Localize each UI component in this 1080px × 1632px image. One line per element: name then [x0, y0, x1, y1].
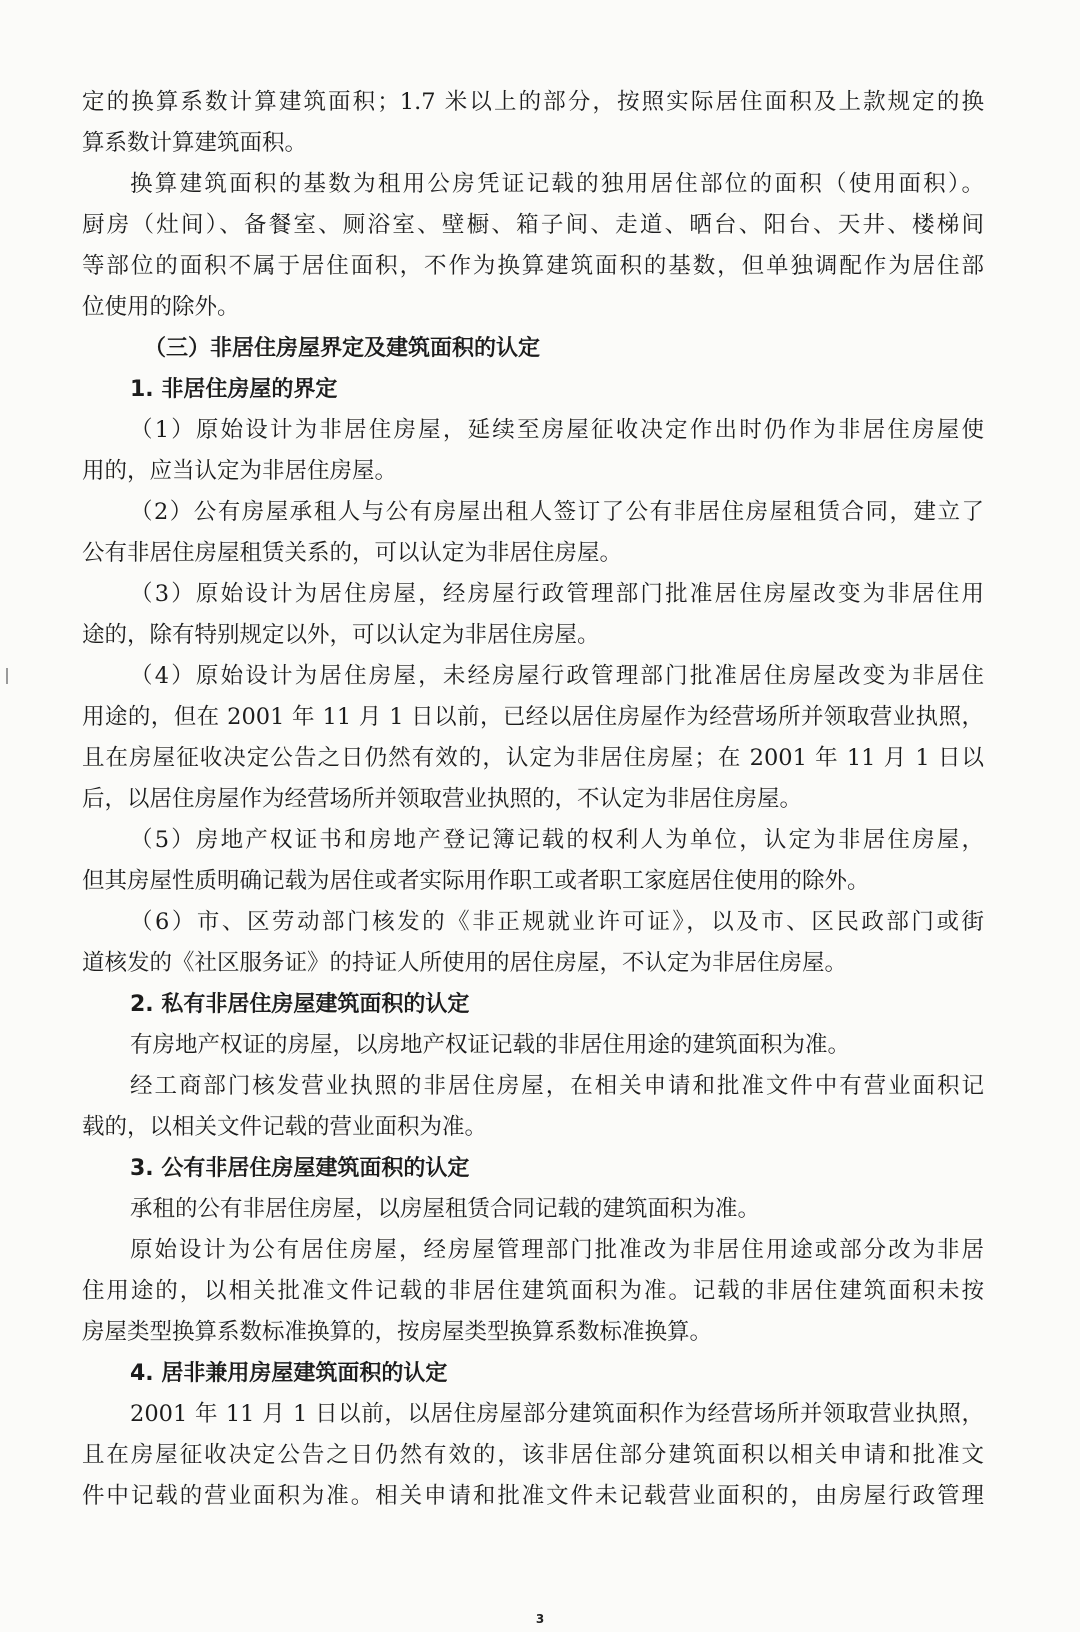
text-line: 算系数计算建筑面积。 [82, 130, 308, 156]
text-line: （5）房地产权证书和房地产登记簿记载的权利人为单位，认定为非居住房屋， [130, 827, 984, 853]
text-line: （1）原始设计为非居住房屋，延续至房屋征收决定作出时仍作为非居住房屋使 [130, 417, 984, 443]
text-block [82, 82, 984, 1517]
text-line: 用途的，但在 2001 年 11 月 1 日以前，已经以居住房屋作为经营场所并领取营业执照， [82, 704, 984, 730]
text-line: 厨房（灶间）、备餐室、厕浴室、壁橱、箱子间、走道、晒台、阳台、天井、楼梯间 [82, 212, 984, 238]
subsection-heading: 4. 居非兼用房屋建筑面积的认定 [130, 1361, 448, 1386]
subsection-heading: 2. 私有非居住房屋建筑面积的认定 [130, 992, 470, 1017]
text-line: （4）原始设计为居住房屋，未经房屋行政管理部门批准居住房屋改变为非居住 [130, 663, 984, 689]
text-line: 定的换算系数计算建筑面积；1.7 米以上的部分，按照实际居住面积及上款规定的换 [82, 89, 984, 115]
text-line: 且在房屋征收决定公告之日仍然有效的，该非居住部分建筑面积以相关申请和批准文 [82, 1442, 984, 1468]
text-line: 位使用的除外。 [82, 294, 240, 320]
text-line: 承租的公有非居住房屋，以房屋租赁合同记载的建筑面积为准。 [130, 1196, 761, 1222]
subsection-heading: 3. 公有非居住房屋建筑面积的认定 [130, 1156, 470, 1181]
text-line: （2）公有房屋承租人与公有房屋出租人签订了公有非居住房屋租赁合同，建立了 [130, 499, 984, 525]
text-line: 且在房屋征收决定公告之日仍然有效的，认定为非居住房屋；在 2001 年 11 月 1 日以 [82, 745, 984, 771]
text-line: 经工商部门核发营业执照的非居住房屋，在相关申请和批准文件中有营业面积记 [130, 1073, 984, 1099]
text-line: 道核发的《社区服务证》的持证人所使用的居住房屋，不认定为非居住房屋。 [82, 950, 848, 976]
text-line: 有房地产权证的房屋，以房地产权证记载的非居住用途的建筑面积为准。 [130, 1032, 851, 1058]
text-line: 房屋类型换算系数标准换算的，按房屋类型换算系数标准换算。 [82, 1319, 713, 1345]
text-line: 公有非居住房屋租赁关系的，可以认定为非居住房屋。 [82, 540, 623, 566]
text-line: 但其房屋性质明确记载为居住或者实际用作职工或者职工家庭居住使用的除外。 [82, 868, 870, 894]
text-line: （3）原始设计为居住房屋，经房屋行政管理部门批准居住房屋改变为非居住用 [130, 581, 984, 607]
text-line: 途的，除有特别规定以外，可以认定为非居住房屋。 [82, 622, 600, 648]
text-line: 后，以居住房屋作为经营场所并领取营业执照的，不认定为非居住房屋。 [82, 786, 803, 812]
subsection-heading: 1. 非居住房屋的界定 [130, 377, 338, 402]
text-line: 住用途的，以相关批准文件记载的非居住建筑面积为准。记载的非居住建筑面积未按 [82, 1278, 984, 1304]
text-line: （6）市、区劳动部门核发的《非正规就业许可证》，以及市、区民政部门或街 [130, 909, 984, 935]
text-line: 用的，应当认定为非居住房屋。 [82, 458, 398, 484]
scan-mark [6, 668, 8, 684]
text-line: 2001 年 11 月 1 日以前，以居住房屋部分建筑面积作为经营场所并领取营业执照， [130, 1401, 984, 1427]
text-line: 原始设计为公有居住房屋，经房屋管理部门批准改为非居住用途或部分改为非居 [130, 1237, 984, 1263]
text-line: 换算建筑面积的基数为租用公房凭证记载的独用居住部位的面积（使用面积）。 [130, 171, 984, 197]
text-line: 载的，以相关文件记载的营业面积为准。 [82, 1114, 488, 1140]
page-number: 3 [535, 1612, 545, 1626]
section-heading: （三）非居住房屋界定及建筑面积的认定 [144, 336, 541, 361]
text-line: 件中记载的营业面积为准。相关申请和批准文件未记载营业面积的，由房屋行政管理 [82, 1483, 984, 1509]
text-line: 等部位的面积不属于居住面积，不作为换算建筑面积的基数，但单独调配作为居住部 [82, 253, 984, 279]
